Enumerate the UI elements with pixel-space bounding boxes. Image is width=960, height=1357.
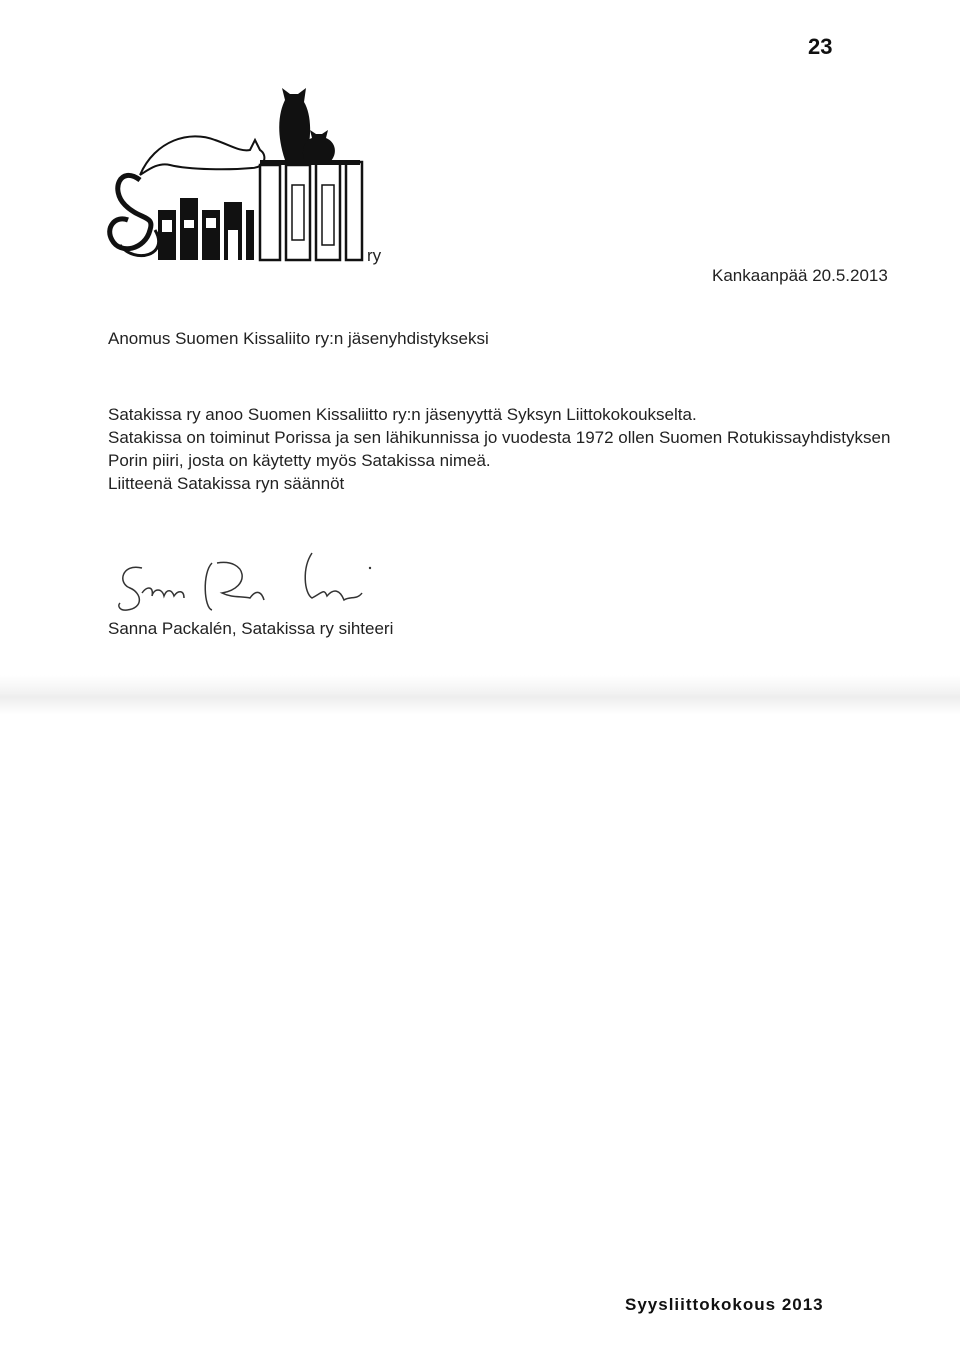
body-line: Satakissa ry anoo Suomen Kissaliitto ry:n jäsenyyttä Syksyn Liittokokoukselta. — [108, 405, 697, 424]
body-line: Liitteenä Satakissa ryn säännöt — [108, 474, 345, 493]
paper-fold — [0, 675, 960, 715]
letter-subject: Anomus Suomen Kissaliito ry:n jäsenyhdistykseksi — [108, 329, 489, 348]
letter-date: Kankaanpää 20.5.2013 — [712, 266, 888, 285]
page-number: 23 — [808, 34, 833, 59]
signer-name: Sanna Packalén, Satakissa ry sihteeri — [108, 619, 394, 638]
logo-suffix: ry — [367, 246, 382, 265]
cat-logo-icon — [100, 70, 400, 280]
footer-title: Syysliittokokous 2013 — [625, 1295, 824, 1314]
satakissa-logo — [100, 70, 400, 280]
body-line: Porin piiri, josta on käytetty myös Satakissa nimeä. — [108, 451, 491, 470]
handwritten-signature — [112, 548, 412, 618]
letter-body — [108, 403, 898, 495]
body-line: Satakissa on toiminut Porissa ja sen lähikunnissa jo vuodesta 1972 ollen Suomen Rotukissayhdistyksen — [108, 428, 891, 447]
